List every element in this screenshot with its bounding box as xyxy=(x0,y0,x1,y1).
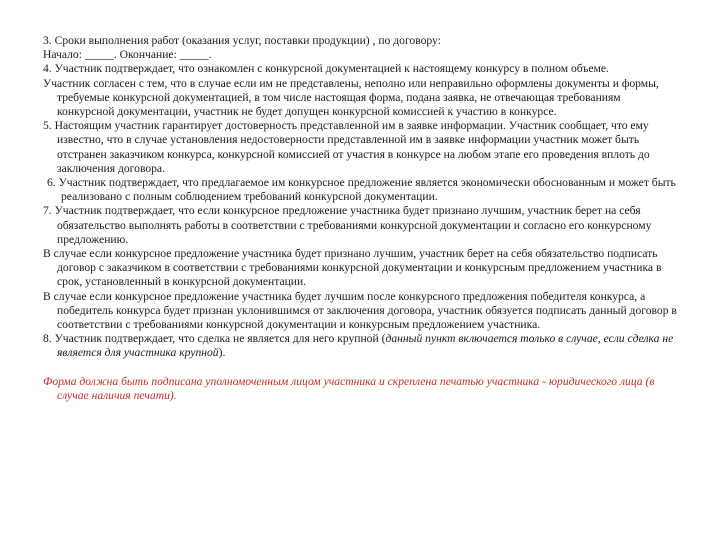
paragraph-participant-agrees: Участник согласен с тем, что в случае если им не представлены, неполно или неправильно оформлены документы и формы, требуемые конкурсной документацией, в том числе настоящая форма, подана заявка, не отвечающая требованиям конкурсной документации, участник не будет допущен конкурсной комиссией к участию в конкурсе. xyxy=(43,76,659,119)
signature-note: Форма должна быть подписана уполномоченным лицом участника и скреплена печатью участника - юридического лица (в случае наличия печати). xyxy=(43,374,655,402)
paragraph-7-obligation: 7. Участник подтверждает, что если конкурсное предложение участника будет признано лучшим, участник берет на себя обязательство выполнять работы в соответствии с требованиями конкурсной документации и согласно его конкурсному предложению. xyxy=(43,204,652,246)
paragraph-second-best: В случае если конкурсное предложение участника будет лучшим после конкурсного предложения победителя конкурса, а победитель конкурса будет признан уклонившимся от заключения договора, участник обязуется подписать данный договор в соответствии с требованиями конкурсной документации и конкурсным предложением участника. xyxy=(43,289,677,332)
paragraph-4-acknowledgment: 4. Участник подтверждает, что ознакомлен с конкурсной документацией к настоящему конкурсу в полном объеме. xyxy=(43,62,609,76)
document-body xyxy=(43,34,679,403)
paragraph-8-main: 8. Участник подтверждает, что сделка не является для него крупной ( xyxy=(43,332,386,346)
paragraph-best-offer: В случае если конкурсное предложение участника будет признано лучшим, участник берет на себя обязательство подписать договор с заказчиком в соответствии с требованиями конкурсной документации и конкурсным предложением участника в срок, установленный в конкурсной документации. xyxy=(43,247,662,289)
paragraph-8-italic-note: данный пункт включается только в случае, если сделка не является для участника крупной xyxy=(57,332,674,360)
paragraph-5-guarantee: 5. Настоящим участник гарантирует достоверность представленной им в заявке информации. Участник сообщает, что ему известно, что в случае установления недостоверности представленной им в заявке информации участник может быть отстранен заказчиком конкурса, конкурсной комиссией от участия в конкурсе на любом этапе его проведения вплоть до заключения договора. xyxy=(43,119,650,175)
paragraph-3-terms: 3. Сроки выполнения работ (оказания услуг, поставки продукции) , по договору: xyxy=(43,34,441,47)
paragraph-6-economic: 6. Участник подтверждает, что предлагаемое им конкурсное предложение является экономически обоснованным и может быть реализовано с полным соблюдением требований конкурсной документации. xyxy=(47,176,676,204)
paragraph-start-end: Начало: _____. Окончание: _____. xyxy=(43,48,212,62)
paragraph-8-end: ). xyxy=(218,346,226,360)
paragraph-8-transaction xyxy=(43,332,679,360)
